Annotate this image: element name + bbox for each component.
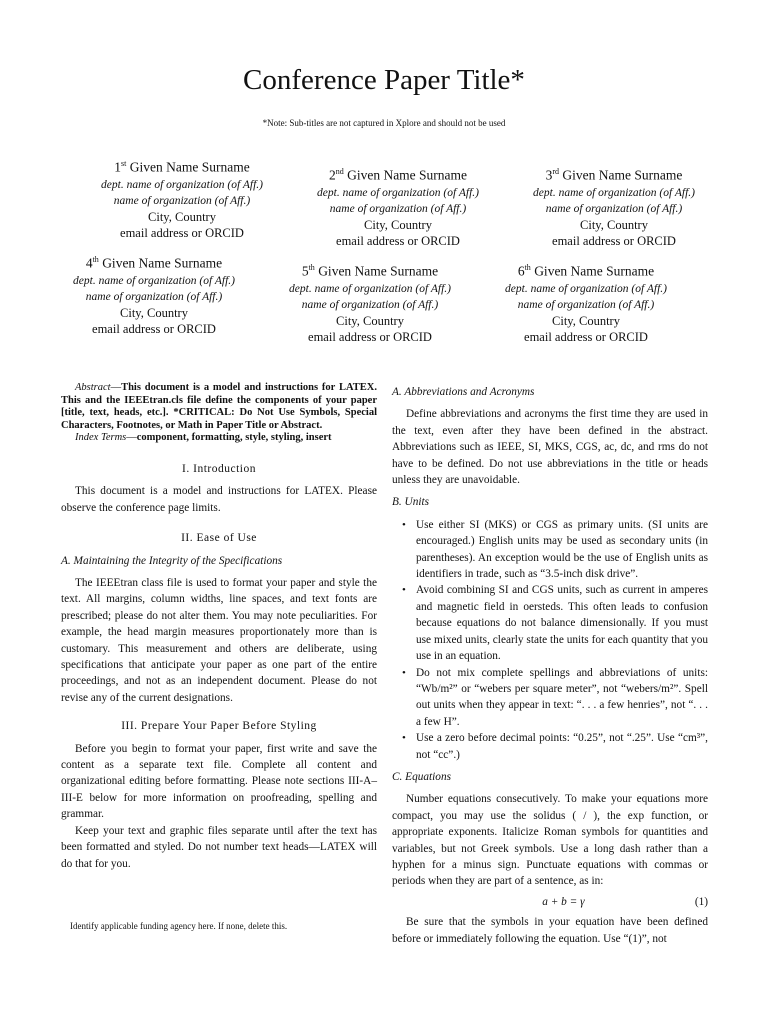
author-name: Given Name Surname [559,167,683,183]
prepare-paragraph-2: Keep your text and graphic files separate until after the text has been formatted and styled. Do not number text heads—LATEX will do that for you. [61,824,377,870]
intro-paragraph: This document is a model and instructions for LATEX. Please observe the conference page limits. [61,485,377,514]
subtitle-note: *Note: Sub-titles are not captured in Xplore and should not be used [262,118,506,128]
list-item: • Do not mix complete spellings and abbreviations of units: “Wb/m²” or “webers per square meter”, not “webers/m²”. Spell out units when they appear in text: “. . . a few henries”, not “. . . a few H”. [406,665,708,731]
author-number: 2 [328,167,336,183]
list-item: • Avoid combining SI and CGS units, such as current in amperes and magnetic field in oersteds. This often leads to confusion because equations do not balance dimensionally. If you must use mixed units, clearly state the units for each quantity that you use in an equation. [406,582,708,664]
right-column [392,384,708,947]
author-dept: dept. name of organization (of Aff.) [533,186,695,199]
author-email: email address or ORCID [92,321,216,336]
abstract-text: This document is a model and instructions for LATEX. This and the IEEEtran.cls file define the components of your paper [title, text, heads, etc.]. *CRITICAL: Do Not Use Symbols, Special Characters, Footnotes, or Math in Paper Title or Abstract. [61,382,377,431]
author-number: 4 [85,255,93,271]
index-terms-label: Index Terms [75,432,127,444]
author-email: email address or ORCID [336,233,460,248]
author-number: 6 [517,263,525,279]
author-email: email address or ORCID [552,233,676,248]
list-item: • Use a zero before decimal points: “0.25”, not “.25”. Use “cm³”, not “cc”.) [406,730,708,763]
author-number: 3 [545,167,553,183]
author-ordinal: st [121,159,127,168]
funding-footnote: Identify applicable funding agency here. If none, delete this. [70,921,288,931]
author-block-6 [466,259,706,345]
author-org: name of organization (of Aff.) [301,298,439,311]
subsection-heading-integrity: A. Maintaining the Integrity of the Specifications [61,554,283,567]
author-block-3 [494,163,734,249]
author-name: Given Name Surname [530,263,655,279]
index-terms-dash: — [126,432,137,444]
author-city: City, Country [336,313,404,328]
author-dept: dept. name of organization (of Aff.) [289,282,451,295]
author-org: name of organization (of Aff.) [517,298,655,311]
author-org: name of organization (of Aff.) [113,194,251,207]
author-block-1 [62,155,302,241]
index-terms-text: component, formatting, style, styling, insert [136,432,332,444]
author-block-5 [250,259,490,345]
author-name: Given Name Surname [314,263,439,279]
author-email: email address or ORCID [308,329,432,344]
author-dept: dept. name of organization (of Aff.) [317,186,479,199]
author-email: email address or ORCID [524,329,648,344]
subsection-heading-abbreviations: A. Abbreviations and Acronyms [392,386,535,398]
abstract-dash: — [110,382,122,393]
author-ordinal: th [308,263,315,272]
author-org: name of organization (of Aff.) [329,202,467,215]
index-terms [61,432,377,445]
ease-paragraph: The IEEEtran class file is used to format your paper and style the text. All margins, column widths, line spaces, and text fonts are prescribed; please do not alter them. You may note peculiarities. For example, the head margin measures proportionately more than is customary. This measurement and others are deliberate, using specifications that anticipate your paper as one part of the entire proceedings, and not as an independent document. Please do not revise any of the current designations. [61,577,377,704]
author-block-2 [278,163,518,249]
equation-line [392,894,708,910]
author-ordinal: rd [552,167,560,176]
author-ordinal: nd [335,167,344,176]
author-name: Given Name Surname [343,167,468,183]
author-ordinal: th [92,255,99,264]
list-item: • Use either SI (MKS) or CGS as primary units. (SI units are encouraged.) English units may be used as secondary units (in parentheses). An exception would be the use of English units as identifiers in trade, such as “3.5-inch disk drive”. [406,517,708,583]
section-heading-introduction: I. Introduction [182,462,256,475]
equation-number: (1) [694,895,708,908]
units-list [392,517,708,763]
prepare-paragraph-1: Before you begin to format your paper, first write and save the content as a separate text file. Complete all content and organizational editing before formatting. Please note sections III-A–III-E below for more information on proofreading, spelling and grammar. [61,742,377,821]
paper-title: Conference Paper Title* [243,64,525,96]
author-dept: dept. name of organization (of Aff.) [73,274,235,287]
left-column [61,382,377,872]
author-name: Given Name Surname [98,255,223,271]
author-ordinal: th [524,263,531,272]
abstract [61,382,377,432]
author-block-4 [34,251,274,337]
author-name: Given Name Surname [126,159,250,175]
author-city: City, Country [364,217,432,232]
equations-after-paragraph: Be sure that the symbols in your equation have been defined before or immediately following the equation. Use “(1)”, not [392,916,708,945]
subsection-heading-units: B. Units [392,496,430,509]
author-number: 1 [114,159,122,175]
author-city: City, Country [148,209,216,224]
abbreviations-paragraph: Define abbreviations and acronyms the first time they are used in the text, even after they have been defined in the abstract. Abbreviations such as IEEE, SI, MKS, CGS, ac, dc, and rms do not have to be defined. Do not use abbreviations in the title or heads unless they are unavoidable. [392,408,708,487]
author-city: City, Country [552,313,620,328]
author-dept: dept. name of organization (of Aff.) [101,178,263,191]
author-city: City, Country [120,305,188,320]
author-city: City, Country [580,217,648,232]
subsection-heading-equations: C. Equations [392,770,451,783]
equation: a + b = γ [542,895,585,908]
equations-paragraph: Number equations consecutively. To make your equations more compact, you may use the solidus ( / ), the exp function, or appropriate exponents. Italicize Roman symbols for quantities and variables, but not Greek symbols. Use a long dash rather than a hyphen for a minus sign. Punctuate equations with commas or periods when they are part of a sentence, as in: [392,793,708,888]
abstract-label: Abstract [75,382,111,393]
author-org: name of organization (of Aff.) [85,290,223,303]
author-dept: dept. name of organization (of Aff.) [505,282,667,295]
section-heading-prepare: III. Prepare Your Paper Before Styling [121,720,317,733]
section-heading-ease-of-use: II. Ease of Use [181,532,257,545]
author-number: 5 [301,263,309,279]
author-org: name of organization (of Aff.) [545,202,683,215]
author-email: email address or ORCID [120,225,244,240]
